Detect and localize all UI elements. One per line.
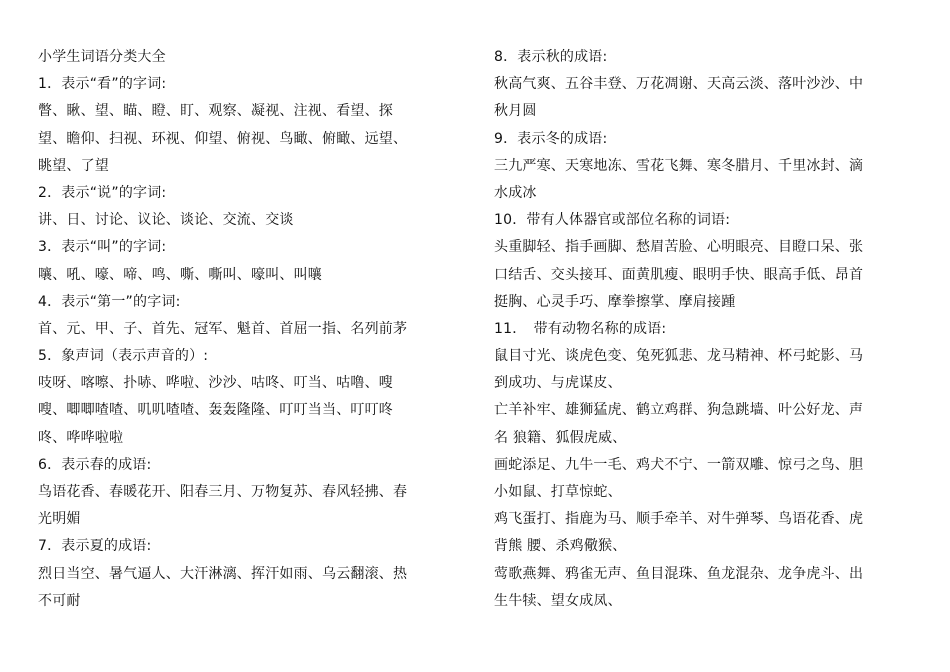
text-line: 名 狼籍、狐假虎威、 bbox=[494, 429, 627, 446]
section-heading: 4．表示“第一”的字词: bbox=[38, 293, 181, 310]
text-line: 莺歌燕舞、鸦雀无声、鱼目混珠、鱼龙混杂、龙争虎斗、出 bbox=[494, 565, 864, 582]
text-line: 背熊 腰、杀鸡儆猴、 bbox=[494, 538, 627, 555]
text-line: 鸡飞蛋打、指鹿为马、顺手牵羊、对牛弹琴、鸟语花香、虎 bbox=[494, 511, 864, 528]
text-line: 鼠目寸光、谈虎色变、兔死狐悲、龙马精神、杯弓蛇影、马 bbox=[494, 348, 864, 365]
section-heading: 11． 带有动物名称的成语: bbox=[494, 320, 667, 337]
text-line: 瞥、瞅、望、瞄、瞪、盯、观察、凝视、注视、看望、探 bbox=[38, 103, 393, 120]
section-heading: 6．表示春的成语: bbox=[38, 456, 152, 473]
text-line: 挺胸、心灵手巧、摩拳擦掌、摩肩接踵 bbox=[494, 293, 736, 310]
section-heading: 5．象声词（表示声音的）: bbox=[38, 348, 209, 365]
text-line: 吱呀、喀嚓、扑哧、哗啦、沙沙、咕咚、叮当、咕噜、嗖 bbox=[38, 375, 393, 392]
section-heading: 1．表示“看”的字词: bbox=[38, 76, 167, 93]
text-line: 鸟语花香、春暖花开、阳春三月、万物复苏、春风轻拂、春 bbox=[38, 484, 408, 500]
section-heading: 3．表示“叫”的字词: bbox=[38, 239, 167, 256]
text-line: 嚷、吼、嚎、啼、鸣、嘶、嘶叫、嚎叫、叫嚷 bbox=[38, 266, 322, 283]
section-heading: 10．带有人体器官或部位名称的词语: bbox=[494, 212, 731, 229]
text-line: 光明媚 bbox=[38, 511, 81, 528]
right-column bbox=[494, 44, 894, 615]
text-line: 到成功、与虎谋皮、 bbox=[494, 375, 622, 392]
text-line: 秋月圆 bbox=[494, 103, 537, 120]
text-line: 眺望、了望 bbox=[38, 157, 109, 174]
text-line: 咚、哗哗啦啦 bbox=[38, 429, 124, 446]
text-line: 望、瞻仰、扫视、环视、仰望、俯视、鸟瞰、俯瞰、远望、 bbox=[38, 130, 408, 147]
text-line: 头重脚轻、指手画脚、愁眉苦脸、心明眼亮、目瞪口呆、张 bbox=[494, 239, 864, 256]
section-heading: 9．表示冬的成语: bbox=[494, 130, 608, 147]
text-line: 口结舌、交头接耳、面黄肌瘦、眼明手快、眼高手低、昂首 bbox=[494, 266, 864, 283]
text-line: 小如鼠、打草惊蛇、 bbox=[494, 484, 622, 500]
section-heading: 8．表示秋的成语: bbox=[494, 49, 608, 65]
section-heading: 2．表示“说”的字词: bbox=[38, 184, 167, 201]
text-line: 生牛犊、望女成凤、 bbox=[494, 592, 622, 609]
text-line: 三九严寒、天寒地冻、雪花飞舞、寒冬腊月、千里冰封、滴 bbox=[494, 157, 864, 174]
text-line: 画蛇添足、九牛一毛、鸡犬不宁、一箭双雕、惊弓之鸟、胆 bbox=[494, 456, 864, 473]
left-column bbox=[38, 44, 438, 615]
text-line: 嗖、唧唧喳喳、叽叽喳喳、轰轰隆隆、叮叮当当、叮叮咚 bbox=[38, 402, 393, 419]
section-heading: 7．表示夏的成语: bbox=[38, 538, 152, 555]
text-line: 烈日当空、暑气逼人、大汗淋漓、挥汗如雨、乌云翻滚、热 bbox=[38, 565, 408, 582]
text-line: 讲、日、讨论、议论、谈论、交流、交谈 bbox=[38, 212, 294, 229]
document-title: 小学生词语分类大全 bbox=[38, 49, 166, 65]
text-line: 水成冰 bbox=[494, 184, 537, 201]
text-line: 不可耐 bbox=[38, 592, 81, 609]
text-line: 首、元、甲、子、首先、冠军、魁首、首屈一指、名列前茅 bbox=[38, 320, 408, 337]
text-line: 亡羊补牢、雄狮猛虎、鹤立鸡群、狗急跳墙、叶公好龙、声 bbox=[494, 402, 864, 419]
text-line: 秋高气爽、五谷丰登、万花凋谢、天高云淡、落叶沙沙、中 bbox=[494, 76, 864, 93]
